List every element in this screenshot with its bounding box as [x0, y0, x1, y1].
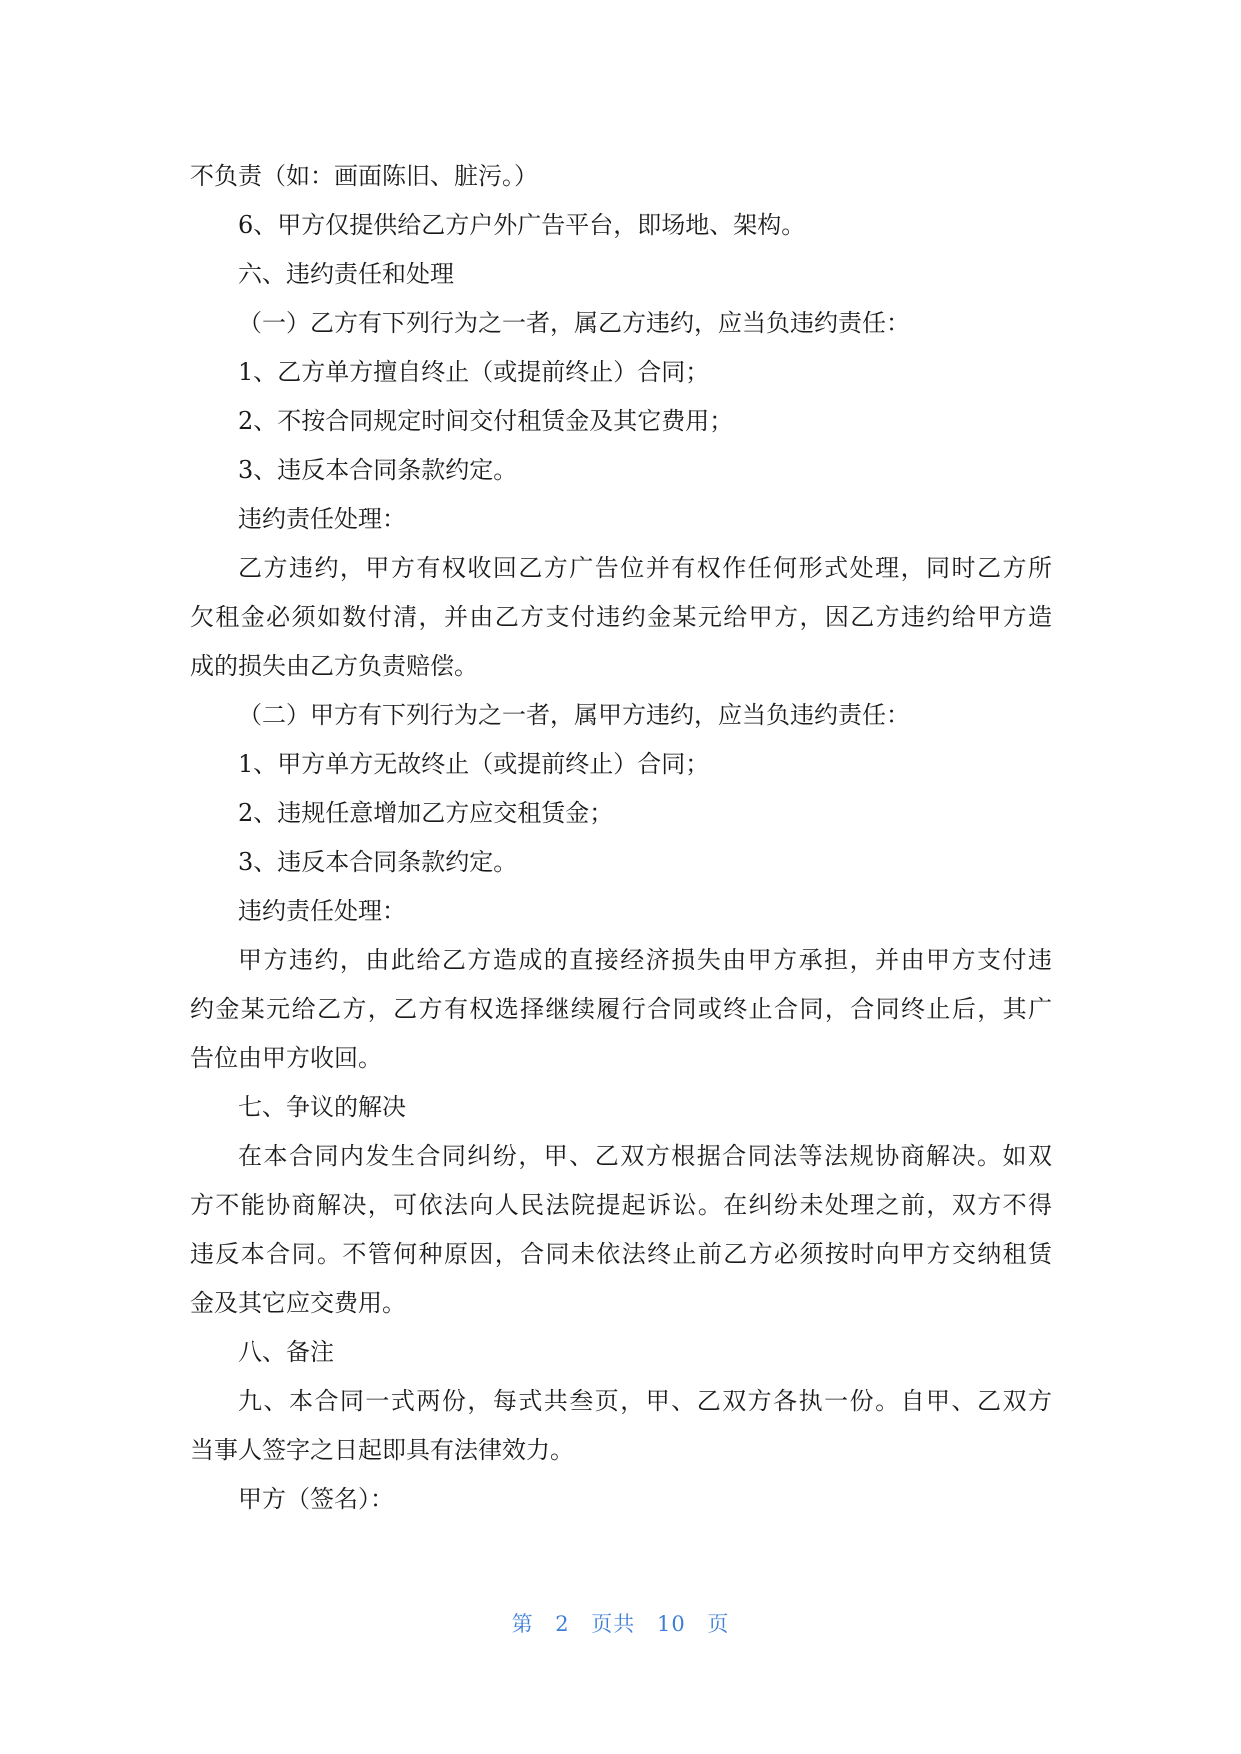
text-line: 违约责任处理： — [238, 897, 406, 925]
text-line: 在本合同内发生合同纠纷，甲、乙双方根据合同法等法规协商解决。如双 — [238, 1142, 1052, 1170]
text-line: 八、备注 — [238, 1338, 334, 1366]
text-line: 甲方（签名）： — [238, 1485, 394, 1513]
text-line: 违反本合同。不管何种原因，合同未依法终止前乙方必须按时向甲方交纳租赁 — [190, 1240, 1052, 1268]
text-line: 欠租金必须如数付清，并由乙方支付违约金某元给甲方，因乙方违约给甲方造 — [190, 603, 1052, 631]
text-line: 乙方违约，甲方有权收回乙方广告位并有权作任何形式处理，同时乙方所 — [238, 554, 1052, 582]
text-line: （二）甲方有下列行为之一者，属甲方违约，应当负违约责任： — [238, 701, 910, 729]
text-line: 方不能协商解决，可依法向人民法院提起诉讼。在纠纷未处理之前，双方不得 — [190, 1191, 1052, 1219]
text-line: 七、争议的解决 — [238, 1093, 406, 1121]
text-line: 甲方违约，由此给乙方造成的直接经济损失由甲方承担，并由甲方支付违 — [238, 946, 1052, 974]
text-line: 2、不按合同规定时间交付租赁金及其它费用； — [238, 407, 734, 435]
text-line: 3、违反本合同条款约定。 — [238, 848, 518, 876]
text-line: 约金某元给乙方，乙方有权选择继续履行合同或终止合同，合同终止后，其广 — [190, 995, 1052, 1023]
text-line: 六、违约责任和处理 — [238, 260, 454, 288]
text-line: 违约责任处理： — [238, 505, 406, 533]
text-line: 当事人签字之日起即具有法律效力。 — [190, 1436, 574, 1464]
text-line: 6、甲方仅提供给乙方户外广告平台，即场地、架构。 — [238, 211, 806, 239]
text-line: 金及其它应交费用。 — [190, 1289, 406, 1317]
document-body — [190, 152, 1052, 1524]
text-line: （一）乙方有下列行为之一者，属乙方违约，应当负违约责任： — [238, 309, 910, 337]
text-line: 成的损失由乙方负责赔偿。 — [190, 652, 478, 680]
text-line: 1、乙方单方擅自终止（或提前终止）合同； — [238, 358, 710, 386]
text-line: 告位由甲方收回。 — [190, 1044, 382, 1072]
text-line: 3、违反本合同条款约定。 — [238, 456, 518, 484]
text-line: 2、违规任意增加乙方应交租赁金； — [238, 799, 614, 827]
text-line: 1、甲方单方无故终止（或提前终止）合同； — [238, 750, 710, 778]
text-line: 不负责（如：画面陈旧、脏污。） — [190, 162, 538, 190]
page-footer: 第 2 页共 10 页 — [511, 1612, 730, 1636]
text-line: 九、本合同一式两份，每式共叁页，甲、乙双方各执一份。自甲、乙双方 — [238, 1387, 1052, 1415]
